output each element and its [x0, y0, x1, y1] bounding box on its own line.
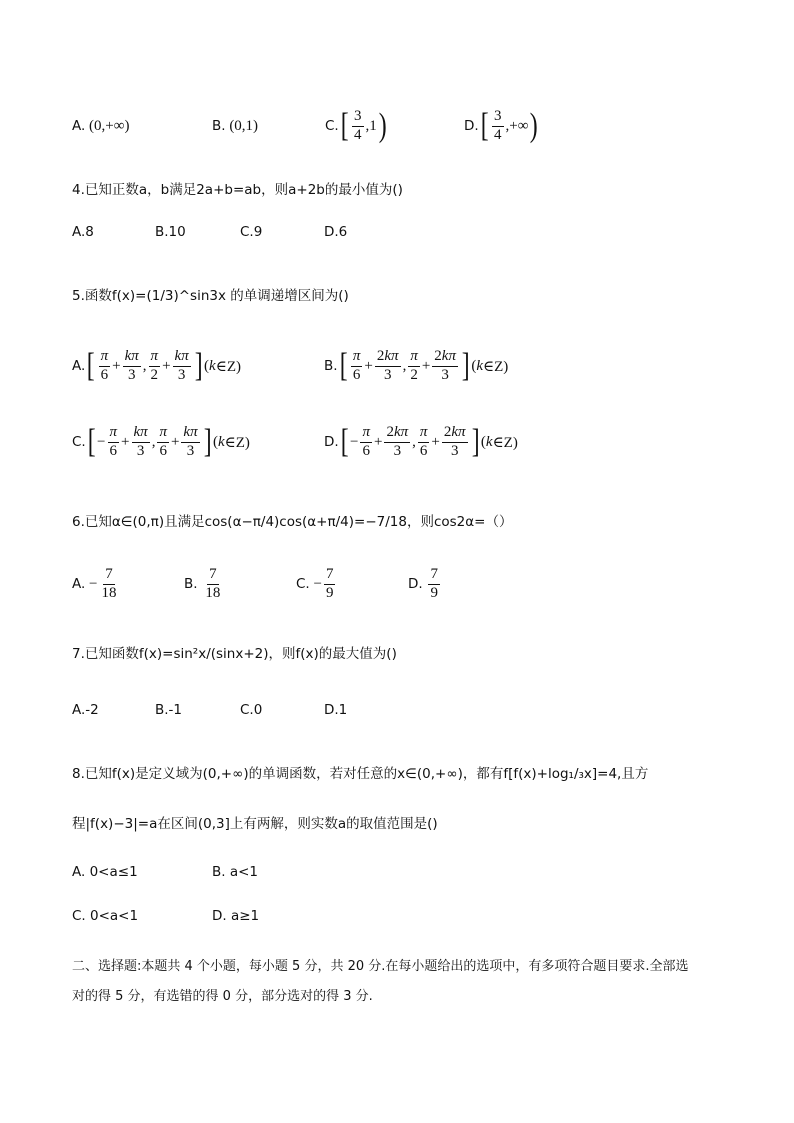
q6-option-b: B. $\frac{7}{18}$ [184, 562, 224, 606]
q7-stem: 7.已知函数f(x)=sin²x/(sinx+2)，则f(x)的最大值为() [72, 646, 397, 662]
q6-stem: 6.已知α∈(0,π)且满足cos(α−π/4)cos(α+π/4)=−7/18，则cos2α=（） [72, 514, 513, 530]
q6-option-c: C. − $\frac{7}{9}$ [296, 562, 337, 606]
q6-option-c-math: − $\frac{7}{9}$ [309, 565, 334, 601]
q8-option-c: C. 0<a<1 [72, 908, 139, 924]
q3-option-c: C. [ $\frac{3}{4}$ ,1 ) [325, 107, 387, 144]
section2-line-2: 对的得 5 分，有选错的得 0 分，部分选对的得 3 分. [72, 989, 373, 1004]
q3-option-b-math: (0,1) [225, 117, 259, 134]
q4-stem: 4.已知正数a，b满足2a+b=ab，则a+2b的最小值为() [72, 182, 403, 198]
q5-option-d: D. [ − $\frac{\pi}{6}$ + $\frac{2k\pi}{3}$ , $\frac{\pi}{6}$ + $\frac{2k\pi}{3}$ ] ( k ∈Z) [324, 423, 518, 460]
q4-option-a: A.8 [72, 224, 94, 240]
q5-option-b-math: [ $\frac{\pi}{6}$ + $\frac{2k\pi}{3}$ , $\frac{\pi}{2}$ + $\frac{2k\pi}{3}$ ] ( k ∈Z) [339, 347, 509, 384]
q3-option-a-math: (0,+∞) [85, 117, 130, 134]
q3-option-d: D. [ $\frac{3}{4}$ ,+∞ ) [464, 107, 539, 144]
q8-option-d: D. a≥1 [212, 908, 260, 924]
q5-option-a: A. [ $\frac{\pi}{6}$ + $\frac{k\pi}{3}$ , $\frac{\pi}{2}$ + $\frac{k\pi}{3}$ ] ( k ∈Z) [72, 347, 241, 384]
q5-option-b: B. [ $\frac{\pi}{6}$ + $\frac{2k\pi}{3}$ , $\frac{\pi}{2}$ + $\frac{2k\pi}{3}$ ] ( k ∈Z) [324, 347, 509, 384]
q4-option-d: D.6 [324, 224, 348, 240]
q6-option-a: A. − $\frac{7}{18}$ [72, 562, 121, 606]
q5-option-a-math: [ $\frac{\pi}{6}$ + $\frac{k\pi}{3}$ , $\frac{\pi}{2}$ + $\frac{k\pi}{3}$ ] ( k ∈Z) [86, 347, 241, 384]
q3-option-a: A. (0,+∞) [72, 117, 130, 134]
q5-option-d-math: [ − $\frac{\pi}{6}$ + $\frac{2k\pi}{3}$ , $\frac{\pi}{6}$ + $\frac{2k\pi}{3}$ ] ( k ∈Z) [340, 423, 518, 460]
q4-option-b: B.10 [155, 224, 186, 240]
q7-option-a: A.-2 [72, 702, 99, 718]
q7-option-c: C.0 [240, 702, 263, 718]
q8-stem-line-2: 程|f(x)−3|=a在区间(0,3]上有两解，则实数a的取值范围是() [72, 816, 438, 832]
section2-line-1: 二、选择题:本题共 4 个小题，每小题 5 分，共 20 分.在每小题给出的选项中，有多项符合题目要求.全部选 [72, 959, 689, 974]
q6-option-a-math: − $\frac{7}{18}$ [85, 565, 117, 601]
q6-option-d-math: $\frac{7}{9}$ [430, 565, 438, 601]
q5-option-c-math: [ − $\frac{\pi}{6}$ + $\frac{k\pi}{3}$ , $\frac{\pi}{6}$ + $\frac{k\pi}{3}$ ] ( k ∈Z) [87, 423, 250, 460]
q3-option-d-math: [ $\frac{3}{4}$ ,+∞ ) [480, 107, 539, 144]
q3-option-b: B. (0,1) [212, 117, 259, 134]
q6-option-b-math: $\frac{7}{18}$ [205, 565, 221, 601]
q7-option-d: D.1 [324, 702, 348, 718]
q6-option-d: D. $\frac{7}{9}$ [408, 562, 442, 606]
q5-option-c: C. [ − $\frac{\pi}{6}$ + $\frac{k\pi}{3}$ , $\frac{\pi}{6}$ + $\frac{k\pi}{3}$ ] ( k ∈Z) [72, 423, 250, 460]
q8-option-a: A. 0<a≤1 [72, 864, 138, 880]
q8-option-b: B. a<1 [212, 864, 259, 880]
q3-option-c-math: [ $\frac{3}{4}$ ,1 ) [340, 107, 387, 144]
q4-option-c: C.9 [240, 224, 263, 240]
q7-option-b: B.-1 [155, 702, 183, 718]
q5-stem: 5.函数f(x)=(1/3)^sin3x 的单调递增区间为() [72, 288, 349, 304]
q8-stem-line-1: 8.已知f(x)是定义域为(0,+∞)的单调函数，若对任意的x∈(0,+∞)，都有f[f(x)+log₁/₃x]=4,且方 [72, 766, 649, 782]
